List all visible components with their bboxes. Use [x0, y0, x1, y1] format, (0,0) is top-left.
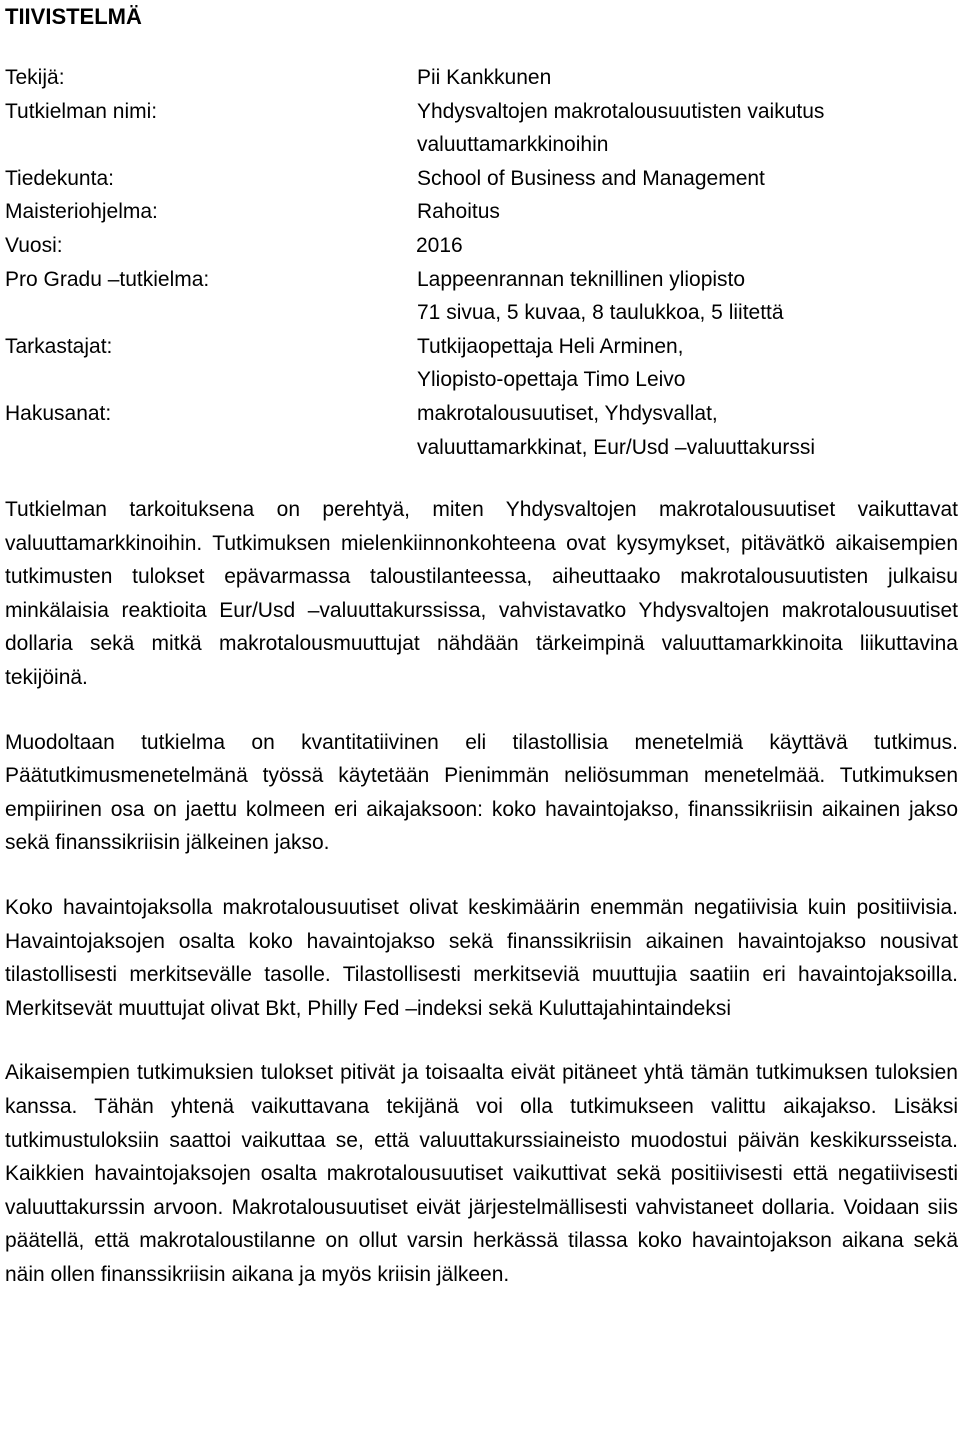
meta-value-line: 2016 — [416, 233, 463, 257]
meta-value-line: Yhdysvaltojen makrotalousuutisten vaikutus — [417, 99, 825, 123]
meta-value — [417, 195, 956, 229]
meta-value — [417, 162, 956, 196]
meta-label: Tekijä: — [5, 66, 65, 89]
meta-row-thesis-title — [5, 95, 956, 162]
meta-label: Tarkastajat: — [5, 334, 113, 358]
meta-value-line: valuuttamarkkinoihin — [417, 133, 609, 157]
meta-value-line: Rahoitus — [417, 200, 500, 224]
abstract-body — [5, 493, 958, 1322]
meta-label: Tutkielman nimi: — [5, 99, 158, 123]
meta-row-programme — [5, 195, 956, 229]
meta-value — [417, 397, 956, 464]
meta-row-keywords — [5, 397, 956, 464]
meta-value — [417, 61, 956, 95]
meta-row-examiners — [5, 330, 956, 397]
meta-value — [417, 263, 956, 330]
meta-value — [417, 330, 956, 397]
meta-row-author — [5, 61, 956, 95]
meta-row-thesis-type — [5, 263, 956, 330]
meta-value — [417, 95, 956, 162]
abstract-paragraph: Koko havaintojaksolla makrotalousuutiset olivat keskimäärin enemmän negatiivisia kuin positiivisia. Havaintojaksojen osalta koko havaintojakso sekä finanssikriisin aikainen havaintojakso nousivat tilastollisesti merkitsevälle tasolle. Tilastollisesti merkitseviä muuttujia saatiin eri havaintojaksoilla. Merkitsevät muuttujat olivat Bkt, Philly Fed –indeksi sekä Kuluttajahintaindeksi — [5, 895, 958, 1020]
meta-label: Maisteriohjelma: — [5, 200, 158, 224]
meta-value-line: School of Business and Management — [417, 166, 765, 190]
meta-value-line: makrotalousuutiset, Yhdysvallat, — [417, 401, 718, 425]
meta-label: Tiedekunta: — [5, 166, 114, 190]
meta-label: Vuosi: — [5, 233, 63, 257]
document-title: TIIVISTELMÄ — [5, 4, 142, 29]
meta-value — [416, 229, 956, 263]
meta-row-faculty — [5, 162, 956, 196]
meta-value-line: Pii Kankkunen — [417, 66, 552, 89]
meta-row-year — [5, 229, 956, 263]
abstract-paragraph: Aikaisempien tutkimuksien tulokset pitivät ja toisaalta eivät pitäneet yhtä tämän tutkimuksen tuloksien kanssa. Tähän yhtenä vaikuttavana tekijänä voi olla tutkimukseen valittu aikajakso. Lisäksi tutkimustuloksiin saattoi vaikuttaa se, että valuuttakurssiaineisto muodostui päivän keskikursseista. Kaikkien havaintojaksojen osalta makrotalousuutiset vaikuttivat sekä positiivisesti että negatiivisesti valuuttakurssin arvoon. Makrotalousuutiset eivät järjestelmällisesti vahvistaneet dollaria. Voidaan siis päätellä, että makrotaloustilanne on ollut varsin herkässä tilassa koko havaintojakson aikana sekä näin ollen finanssikriisin aikana ja myös kriisin jälkeen. — [5, 1061, 958, 1286]
meta-value-line: Tutkijaopettaja Heli Arminen, — [417, 334, 684, 358]
metadata-table — [5, 61, 956, 464]
abstract-paragraph: Muodoltaan tutkielma on kvantitatiivinen eli tilastollisia menetelmiä käyttävä tutkimus. Päätutkimusmenetelmänä työssä käytetään Pienimmän neliösumman menetelmää. Tutkimuksen empiirinen osa on jaettu kolmeen eri aikajaksoon: koko havaintojakso, finanssikriisin aikainen jakso sekä finanssikriisin jälkeinen jakso. — [5, 730, 958, 855]
meta-value-line: Yliopisto-opettaja Timo Leivo — [417, 368, 686, 392]
abstract-paragraph: Tutkielman tarkoituksena on perehtyä, miten Yhdysvaltojen makrotalousuutiset vaikuttavat valuuttamarkkinoihin. Tutkimuksen mielenkiinnonkohteena ovat kysymykset, pitävätkö aikaisempien tutkimusten tulokset epävarmassa taloustilanteessa, aiheuttaako makrotalousuutisten julkaisu minkälaisia reaktioita Eur/Usd –valuuttakurssissa, vahvistavatko Yhdysvaltojen makrotalousuutiset dollaria sekä mitkä makrotalousmuuttujat nähdään tärkeimpinä valuuttamarkkinoita liikuttavina tekijöinä. — [5, 498, 958, 689]
meta-label: Hakusanat: — [5, 401, 112, 425]
meta-value-line: Lappeenrannan teknillinen yliopisto — [417, 267, 746, 291]
meta-label: Pro Gradu –tutkielma: — [5, 267, 210, 291]
meta-value-line: valuuttamarkkinat, Eur/Usd –valuuttakurssi — [417, 435, 816, 459]
meta-value-line: 71 sivua, 5 kuvaa, 8 taulukkoa, 5 liitettä — [417, 301, 784, 325]
